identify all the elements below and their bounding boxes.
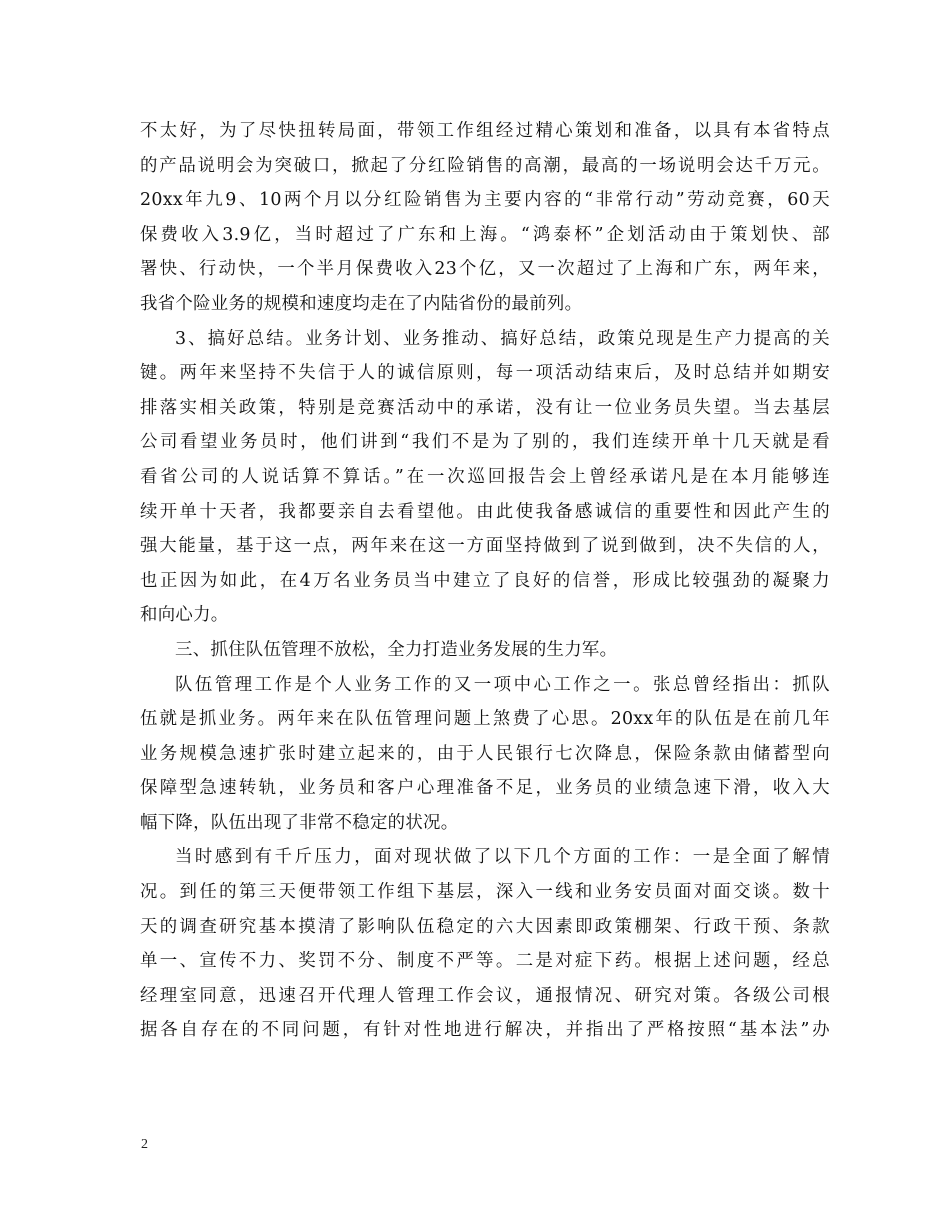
text-line: 和向心力。 xyxy=(140,605,229,626)
text-line: 幅下降，队伍出现了非常不稳定的状况。 xyxy=(140,812,459,833)
text-line: 键。两年来坚持不失信于人的诚信原则，每一项活动结束后，及时总结并如期安 xyxy=(140,363,830,384)
text-line: 署快、行动快，一个半月保费收入23个亿，又一次超过了上海和广东，两年来， xyxy=(140,259,830,280)
text-line: 队伍管理工作是个人业务工作的又一项中心工作之一。张总曾经指出：抓队 xyxy=(175,674,830,695)
text-line: 当时感到有千斤压力，面对现状做了以下几个方面的工作：一是全面了解情 xyxy=(175,847,830,868)
text-line: 据各自存在的不同问题，有针对性地进行解决，并指出了严格按照“基本法”办 xyxy=(140,1020,830,1041)
text-line: 也正因为如此，在4万名业务员当中建立了良好的信誉，形成比较强劲的凝聚力 xyxy=(140,570,830,591)
text-line: 公司看望业务员时，他们讲到“我们不是为了别的，我们连续开单十几天就是看 xyxy=(140,432,830,453)
text-line: 保障型急速转轨，业务员和客户心理准备不足，业务员的业绩急速下滑，收入大 xyxy=(140,778,830,799)
text-line: 况。到任的第三天便带领工作组下基层，深入一线和业务安员面对面交谈。数十 xyxy=(140,882,830,903)
text-line: 伍就是抓业务。两年来在队伍管理问题上煞费了心思。20xx年的队伍是在前几年 xyxy=(140,709,830,730)
text-line: 排落实相关政策，特别是竞赛活动中的承诺，没有让一位业务员失望。当去基层 xyxy=(140,397,830,418)
text-line: 我省个险业务的规模和速度均走在了内陆省份的最前列。 xyxy=(140,293,583,314)
text-line: 经理室同意，迅速召开代理人管理工作会议，通报情况、研究对策。各级公司根 xyxy=(140,985,830,1006)
text-line: 业务规模急速扩张时建立起来的，由于人民银行七次降息，保险条款由储蓄型向 xyxy=(140,743,830,764)
text-line: 续开单十天者，我都要亲自去看望他。由此使我备感诚信的重要性和因此产生的 xyxy=(140,501,830,522)
text-line: 天的调查研究基本摸清了影响队伍稳定的六大因素即政策棚架、行政干预、条款 xyxy=(140,916,830,937)
text-line: 的产品说明会为突破口，掀起了分红险销售的高潮，最高的一场说明会达千万元。 xyxy=(140,155,830,176)
text-line: 3、搞好总结。业务计划、业务推动、搞好总结，政策兑现是生产力提高的关 xyxy=(175,328,830,349)
text-line: 看省公司的人说话算不算话。”在一次巡回报告会上曾经承诺凡是在本月能够连 xyxy=(140,466,830,487)
text-line: 单一、宣传不力、奖罚不分、制度不严等。二是对症下药。根据上述问题，经总 xyxy=(140,951,830,972)
text-line: 保费收入3.9亿，当时超过了广东和上海。“鸿泰杯”企划活动由于策划快、部 xyxy=(140,224,830,245)
text-line: 不太好，为了尽快扭转局面，带领工作组经过精心策划和准备，以具有本省特点 xyxy=(140,121,830,141)
text-line: 三、抓住队伍管理不放松，全力打造业务发展的生力军。 xyxy=(175,639,618,660)
document-body xyxy=(140,114,830,1048)
text-line: 强大能量，基于这一点，两年来在这一方面坚持做到了说到做到，决不失信的人， xyxy=(140,536,830,557)
text-line: 20xx年九9、10两个月以分红险销售为主要内容的“非常行动”劳动竞赛，60天 xyxy=(140,190,830,211)
page-number: 2 xyxy=(141,1137,148,1152)
